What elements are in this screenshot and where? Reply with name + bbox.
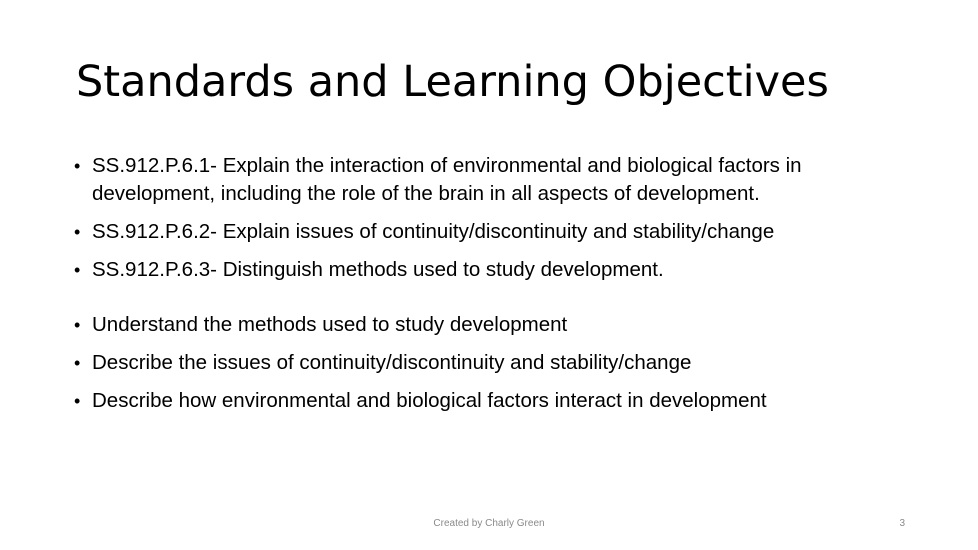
bullet-item <box>74 152 904 208</box>
bullet-text: Describe the issues of continuity/discontinuity and stability/change <box>92 351 692 374</box>
bullet-item <box>74 218 904 246</box>
bullet-list <box>74 152 904 425</box>
footer-text: Created by Charly Green <box>433 518 545 529</box>
bullet-dot: • <box>74 315 81 335</box>
bullet-dot: • <box>74 260 81 280</box>
bullet-text: SS.912.P.6.1- Explain the interaction of environmental and biological factors in development, including the role of the brain in all aspects of development. <box>92 154 802 205</box>
bullet-dot: • <box>74 353 81 373</box>
bullet-item <box>74 349 904 377</box>
bullet-item <box>74 387 904 415</box>
bullet-dot: • <box>74 156 81 176</box>
bullet-text: SS.912.P.6.2- Explain issues of continuity/discontinuity and stability/change <box>92 220 775 243</box>
bullet-dot: • <box>74 391 81 411</box>
bullet-dot: • <box>74 222 81 242</box>
bullet-item <box>74 256 904 284</box>
bullet-text: Describe how environmental and biological factors interact in development <box>92 389 767 412</box>
page-number: 3 <box>899 518 905 529</box>
bullet-item <box>74 311 904 339</box>
bullet-text: Understand the methods used to study development <box>92 313 568 336</box>
slide-title: Standards and Learning Objectives <box>76 57 829 107</box>
bullet-text: SS.912.P.6.3- Distinguish methods used to study development. <box>92 258 664 281</box>
